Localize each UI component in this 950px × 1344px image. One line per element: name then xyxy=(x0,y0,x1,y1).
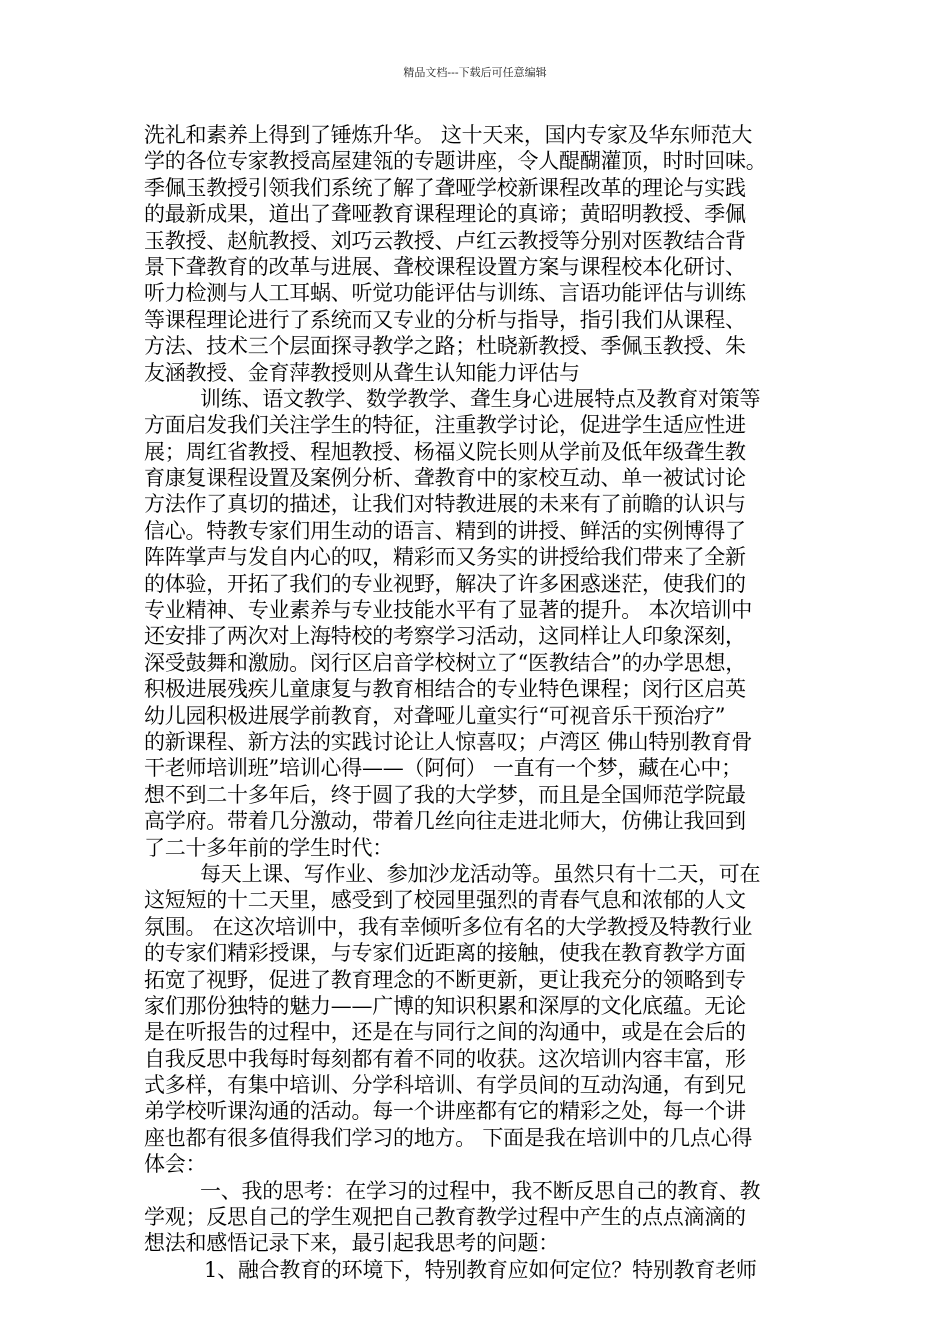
text-line: 的体验，开拓了我们的专业视野，解决了许多困惑迷茫，使我们的 xyxy=(144,571,746,596)
text-line: 育康复课程设置及案例分析、聋教育中的家校互动、单一被试讨论 xyxy=(144,466,746,491)
text-line: 幼儿园积极进展学前教育，对聋哑儿童实行“可视音乐干预治疗” xyxy=(144,703,726,728)
text-line: 方法作了真切的描述，让我们对特教进展的未来有了前瞻的认识与 xyxy=(144,492,746,517)
text-line: 自我反思中我每时每刻都有着不同的收获。这次培训内容丰富，形 xyxy=(144,1046,746,1071)
text-line: 玉教授、赵航教授、刘巧云教授、卢红云教授等分别对医教结合背 xyxy=(144,228,746,253)
text-line: 的最新成果，道出了聋哑教育课程理论的真谛；黄昭明教授、季佩 xyxy=(144,202,746,227)
text-line: 等课程理论进行了系统而又专业的分析与指导，指引我们从课程、 xyxy=(144,307,746,332)
text-line: 一、我的思考：在学习的过程中，我不断反思自己的教育、教 xyxy=(200,1178,761,1203)
text-line: 座也都有很多值得我们学习的地方。 下面是我在培训中的几点心得 xyxy=(144,1125,753,1150)
text-line: 还安排了两次对上海特校的考察学习活动，这同样让人印象深刻， xyxy=(144,624,746,649)
text-line: 弟学校听课沟通的活动。每一个讲座都有它的精彩之处，每一个讲 xyxy=(144,1099,746,1124)
text-line: 的专家们精彩授课，与专家们近距离的接触，使我在教育教学方面 xyxy=(144,941,746,966)
text-line: 训练、语文教学、数学教学、聋生身心进展特点及教育对策等 xyxy=(200,386,761,411)
text-line: 氛围。 在这次培训中，我有幸倾听多位有名的大学教授及特教行业 xyxy=(144,914,753,939)
text-line: 体会： xyxy=(144,1152,207,1177)
text-line: 阵阵掌声与发自内心的叹，精彩而又务实的讲授给我们带来了全新 xyxy=(144,545,746,570)
text-line: 的新课程、新方法的实践讨论让人惊喜叹；卢湾区 佛山特别教育骨 xyxy=(144,729,753,754)
text-line: 家们那份独特的魅力——广博的知识积累和深厚的文化底蕴。无论 xyxy=(144,993,746,1018)
text-line: 听力检测与人工耳蜗、听觉功能评估与训练、言语功能评估与训练 xyxy=(144,281,746,306)
page-header: 精品文档---下载后可任意编辑 xyxy=(403,66,547,79)
text-line: 季佩玉教授引领我们系统了解了聋哑学校新课程改革的理论与实践 xyxy=(144,175,746,200)
text-line: 深受鼓舞和激励。闵行区启音学校树立了“医教结合”的办学思想， xyxy=(144,650,746,675)
text-line: 了二十多年前的学生时代： xyxy=(144,835,393,860)
text-line: 积极进展残疾儿童康复与教育相结合的专业特色课程；闵行区启英 xyxy=(144,677,746,702)
text-line: 洗礼和素养上得到了锤炼升华。 这十天来，国内专家及华东师范大 xyxy=(144,123,753,147)
text-line: 展；周红省教授、程旭教授、杨福义院长则从学前及低年级聋生教 xyxy=(144,439,746,464)
text-line: 学观；反思自己的学生观把自己教育教学过程中产生的点点滴滴的 xyxy=(144,1205,746,1230)
text-line: 想不到二十多年后，终于圆了我的大学梦，而且是全国师范学院最 xyxy=(144,782,746,807)
text-line: 景下聋教育的改革与进展、聋校课程设置方案与课程校本化研讨、 xyxy=(144,254,746,279)
text-line: 方法、技术三个层面探寻教学之路；杜晓新教授、季佩玉教授、朱 xyxy=(144,334,746,359)
text-line: 专业精神、专业素养与专业技能水平有了显著的提升。 本次培训中 xyxy=(144,598,753,623)
text-line: 友涵教授、金育萍教授则从聋生认知能力评估与 xyxy=(144,360,580,385)
text-line: 方面启发我们关注学生的特征，注重教学讨论，促进学生适应性进 xyxy=(144,413,746,438)
text-line: 拓宽了视野，促进了教育理念的不断更新，更让我充分的领略到专 xyxy=(144,967,746,992)
text-line: 这短短的十二天里，感受到了校园里强烈的青春气息和浓郁的人文 xyxy=(144,888,746,913)
text-line: 学的各位专家教授高屋建瓴的专题讲座，令人醍醐灌顶，时时回味。 xyxy=(144,149,767,174)
text-line: 信心。特教专家们用生动的语言、精到的讲授、鲜活的实例博得了 xyxy=(144,518,746,543)
text-line: 式多样，有集中培训、分学科培训、有学员间的互动沟通，有到兄 xyxy=(144,1073,746,1098)
document-body xyxy=(144,122,809,1283)
text-line: 是在听报告的过程中，还是在与同行之间的沟通中，或是在会后的 xyxy=(144,1020,746,1045)
text-line: 干老师培训班”培训心得——（阿何） 一直有一个梦，藏在心中； xyxy=(144,756,742,781)
text-line: 想法和感悟记录下来，最引起我思考的问题： xyxy=(144,1231,559,1256)
text-line: 每天上课、写作业、参加沙龙活动等。虽然只有十二天，可在 xyxy=(200,861,761,886)
text-line: 高学府。带着几分激动，带着几丝向往走进北师大，仿佛让我回到 xyxy=(144,809,746,834)
text-line: 1、融合教育的环境下，特别教育应如何定位？特别教育老师 xyxy=(204,1257,757,1282)
